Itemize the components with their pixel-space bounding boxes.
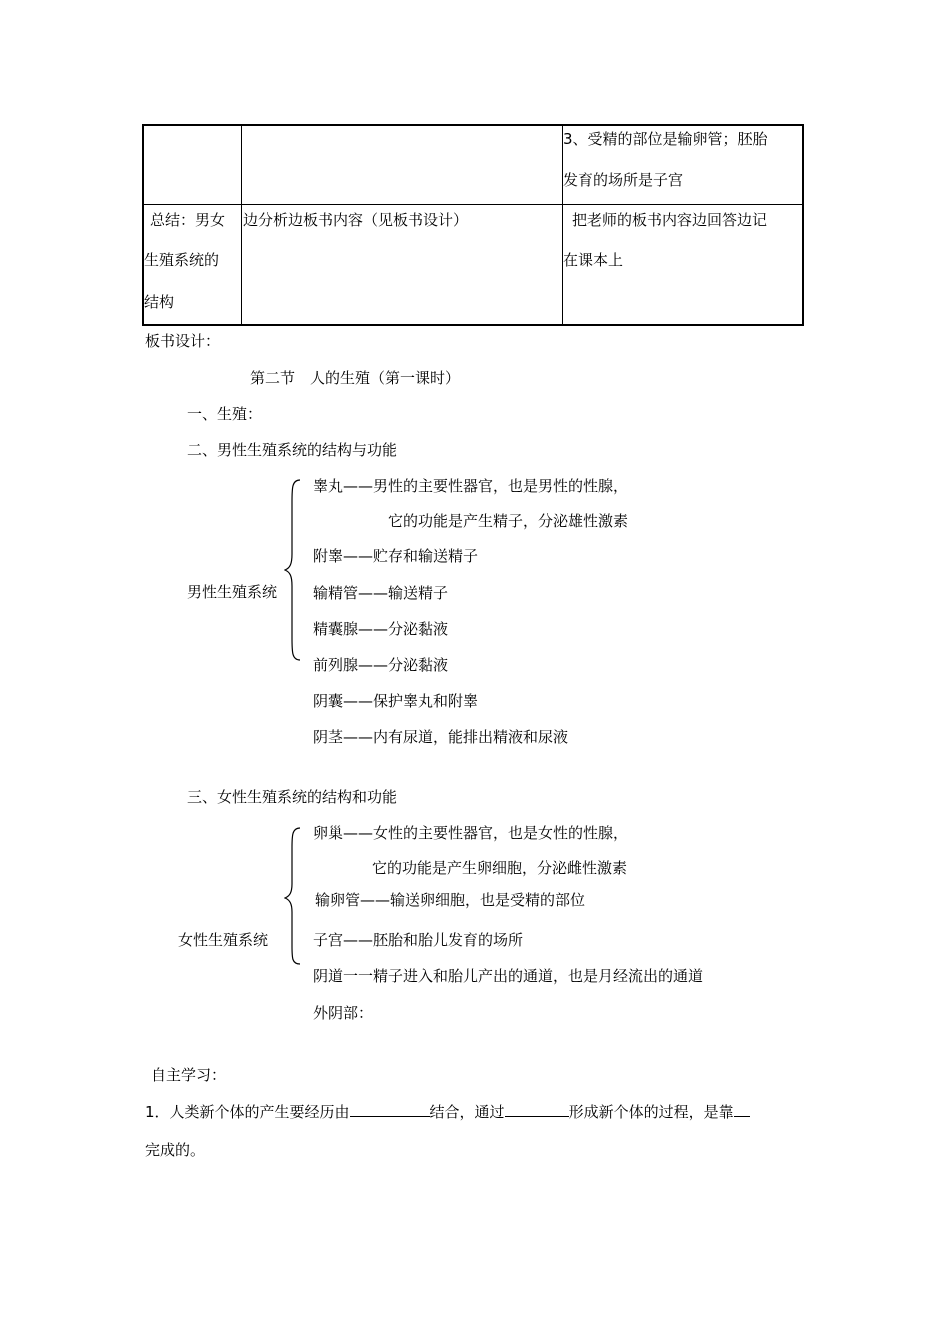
question-text: 形成新个体的过程，是靠 (568, 1103, 734, 1121)
table-cell-text: 把老师的板书内容边回答边记 (572, 211, 768, 229)
table-col-divider (562, 124, 563, 326)
table-col-divider (241, 124, 242, 326)
male-item: 输精管——输送精子 (313, 584, 449, 602)
table-cell-text: 结构 (144, 293, 175, 311)
female-item: 卵巢——女性的主要性器官，也是女性的性腺， (313, 824, 629, 842)
male-item: 阴囊——保护睾丸和附睾 (313, 692, 479, 710)
male-item: 前列腺——分泌黏液 (313, 656, 449, 674)
blank-input[interactable] (350, 1100, 430, 1117)
question-1 (145, 1100, 750, 1122)
question-text: 结合，通过 (429, 1103, 505, 1121)
female-item: 子宫——胚胎和胎儿发育的场所 (313, 931, 524, 949)
lesson-table (142, 124, 804, 326)
male-item: 精囊腺——分泌黏液 (313, 620, 449, 638)
table-cell-text: 3、受精的部位是输卵管；胚胎 (563, 130, 768, 148)
female-item: 它的功能是产生卵细胞，分泌雌性激素 (372, 859, 628, 877)
male-item: 附睾——贮存和输送精子 (313, 547, 479, 565)
table-cell-text: 生殖系统的 (144, 251, 220, 269)
board-title: 第二节 人的生殖（第一课时） (250, 369, 461, 387)
blank-input[interactable] (505, 1100, 569, 1117)
female-item: 外阴部： (313, 1004, 374, 1022)
section-heading: 三、女性生殖系统的结构和功能 (187, 788, 398, 806)
table-cell-text: 发育的场所是子宫 (563, 171, 684, 189)
female-brace-icon (284, 826, 304, 966)
table-border-right (802, 124, 804, 326)
male-brace-icon (284, 478, 304, 662)
male-item: 它的功能是产生精子，分泌雄性激素 (388, 512, 629, 530)
table-cell-text: 在课本上 (563, 251, 624, 269)
female-item: 输卵管——输送卵细胞，也是受精的部位 (315, 891, 586, 909)
female-item: 阴道一一精子进入和胎儿产出的通道，也是月经流出的通道 (313, 967, 704, 985)
board-design-label: 板书设计： (145, 332, 221, 350)
male-item: 阴茎——内有尿道，能排出精液和尿液 (313, 728, 569, 746)
blank-input[interactable] (734, 1100, 750, 1117)
question-text: 1．人类新个体的产生要经历由 (145, 1103, 350, 1121)
section-heading: 二、男性生殖系统的结构与功能 (187, 441, 398, 459)
question-1-end: 完成的。 (145, 1141, 206, 1159)
self-study-label: 自主学习： (151, 1066, 227, 1084)
section-heading: 一、生殖： (187, 405, 263, 423)
male-system-label: 男性生殖系统 (187, 583, 278, 601)
table-cell-text: 总结：男女 (150, 211, 226, 229)
table-cell-text: 边分析边板书内容（见板书设计） (243, 211, 469, 229)
female-system-label: 女性生殖系统 (178, 931, 269, 949)
male-item: 睾丸——男性的主要性器官，也是男性的性腺， (313, 477, 629, 495)
